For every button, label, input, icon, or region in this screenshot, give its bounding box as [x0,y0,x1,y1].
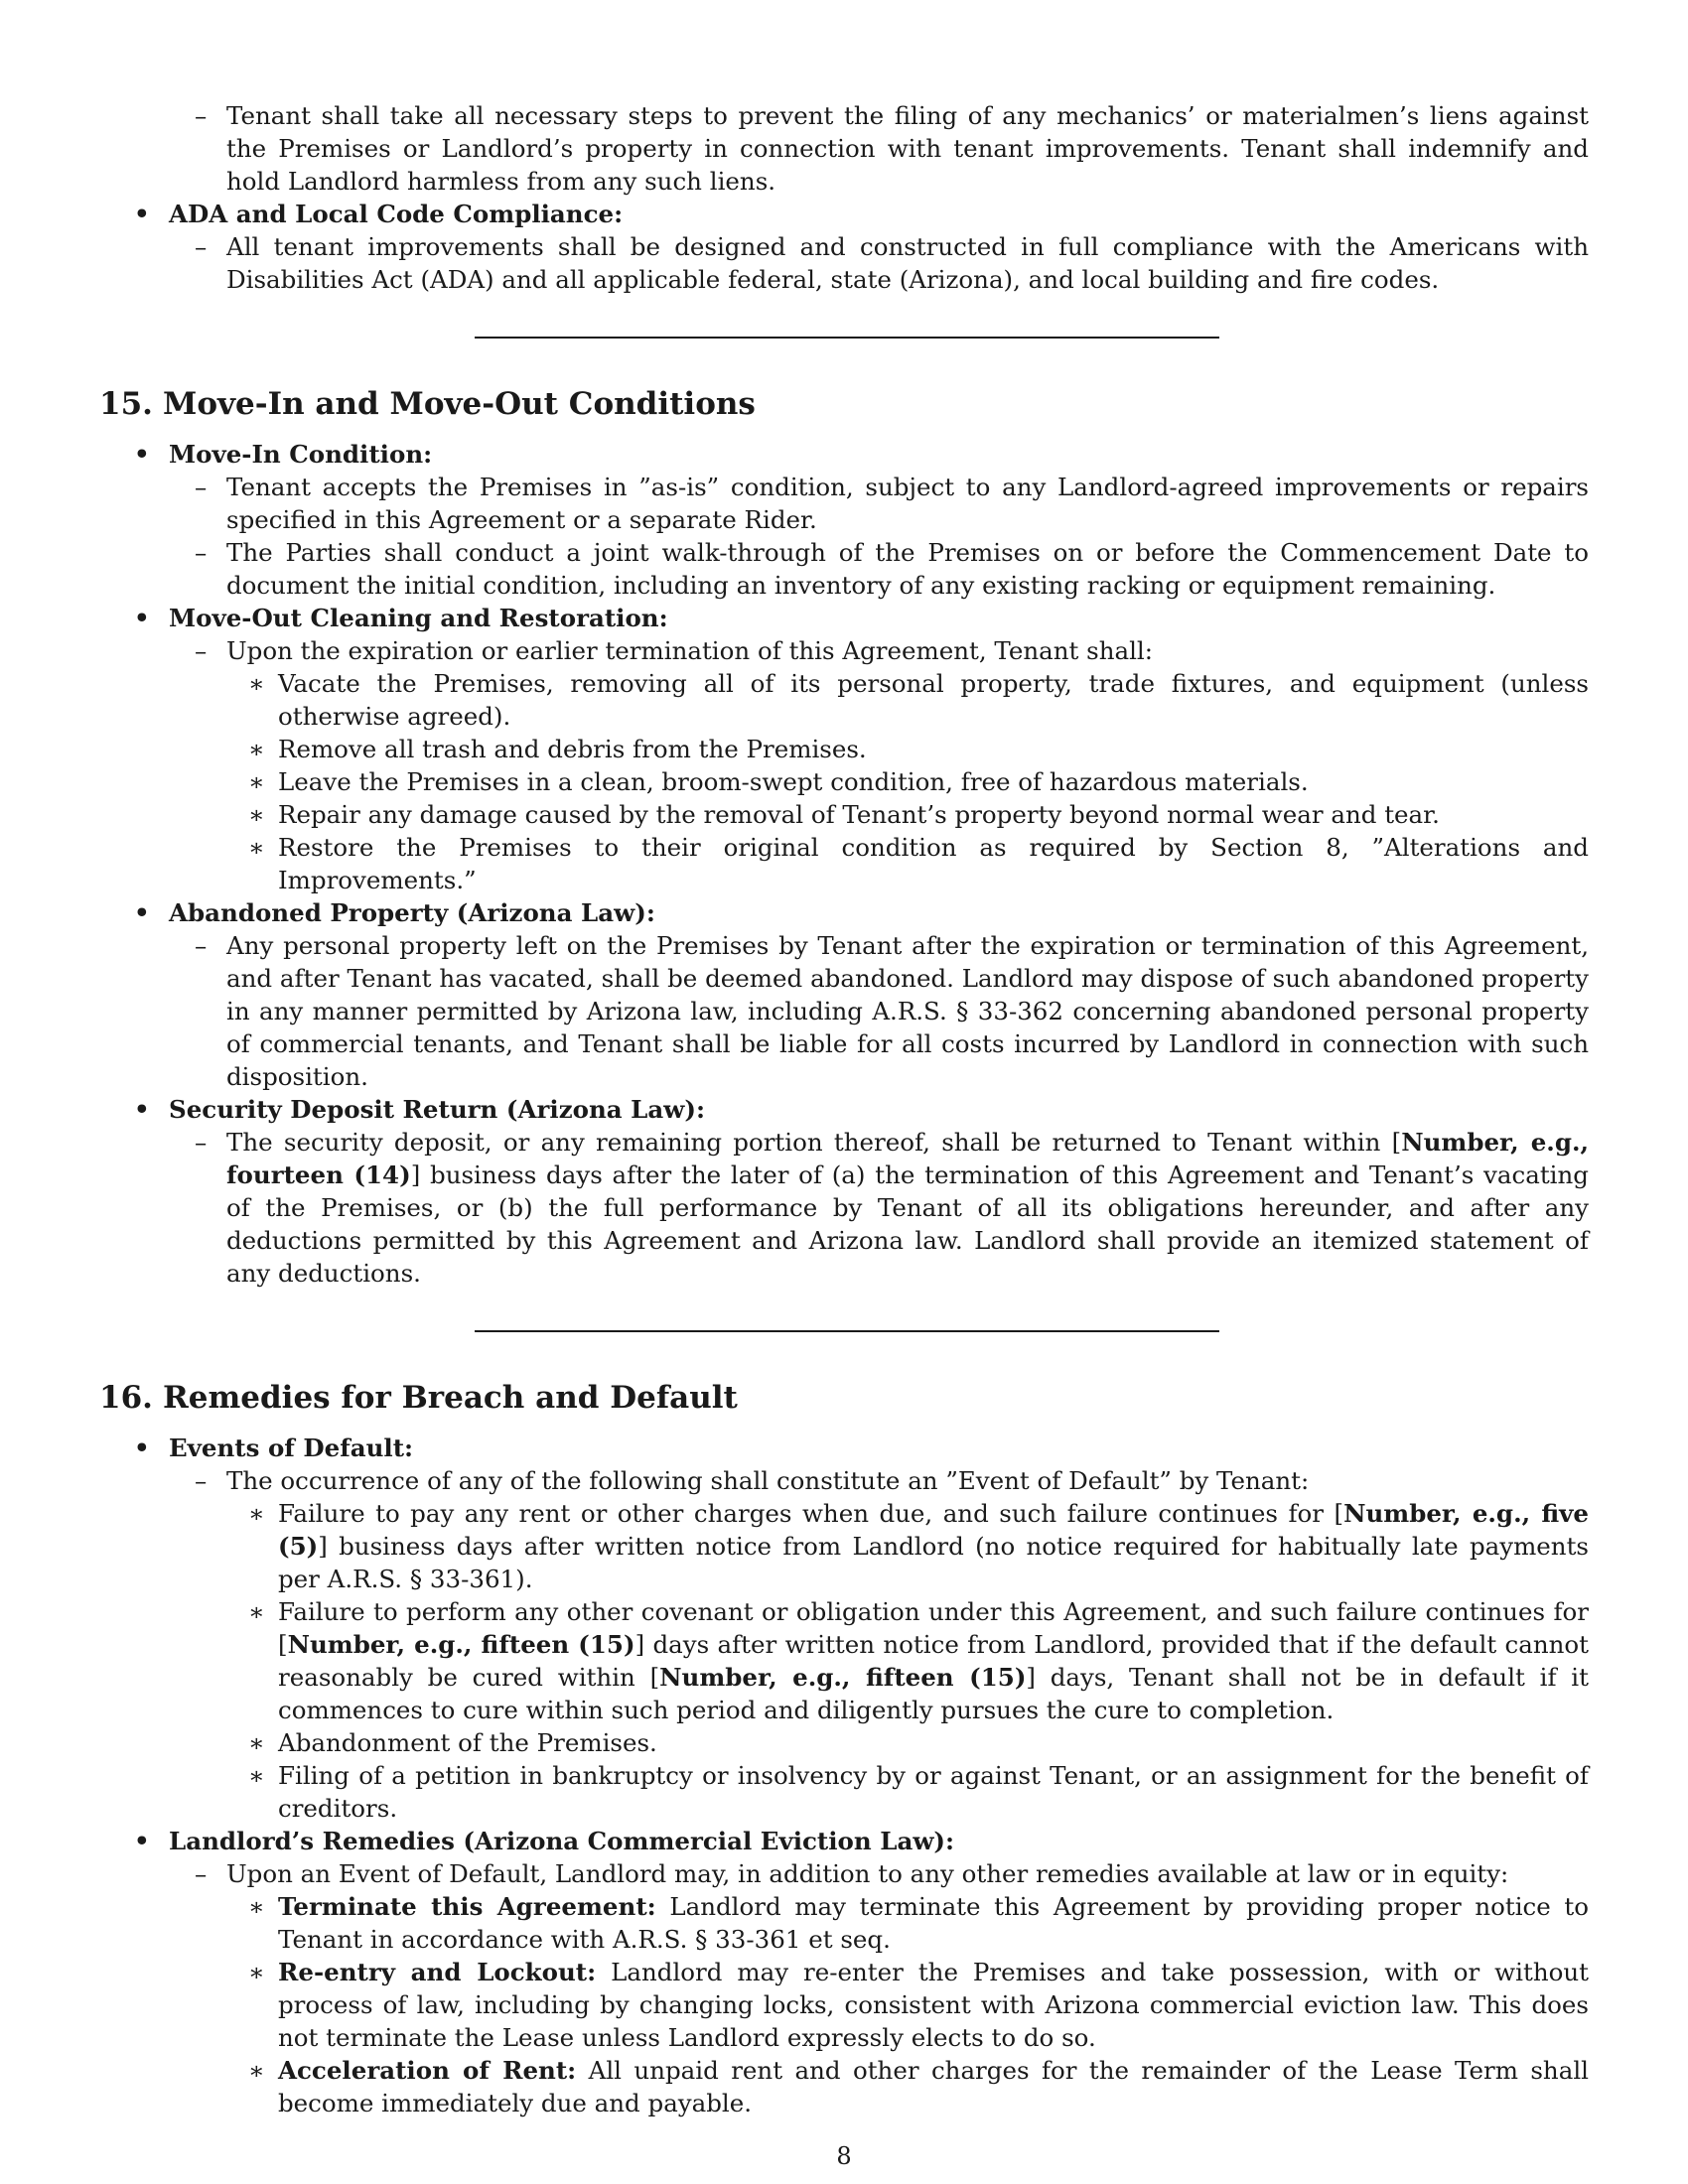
dash-bullet: – [195,1466,208,1495]
event-placeholder: Number, e.g., five (5) [278,1499,1589,1561]
event-text: ] days, Tenant shall not be in default if it commences to cure within such period and diligently pursues the cure to completion. [278,1663,1589,1724]
move-out-item: Restore the Premises to their original condition as required by Section 8, ”Alterations and Improvements.” [278,833,1589,894]
event-placeholder: Number, e.g., fifteen (15) [287,1630,635,1659]
remedy-text: All unpaid rent and other charges for the remainder of the Lease Term shall become immediately due and payable. [278,2056,1589,2117]
move-in-text-2: The Parties shall conduct a joint walk-through of the Premises on or before the Commencement Date to document the initial condition, including an inventory of any existing racking or equipment remaining. [226,538,1589,600]
dash-bullet: – [195,473,208,501]
remedies-heading: Landlord’s Remedies (Arizona Commercial Eviction Law): [169,1827,955,1855]
list-item [99,1857,1589,1890]
event-text: Abandonment of the Premises. [278,1728,657,1757]
dot-bullet: • [134,604,150,632]
asterisk-bullet: ∗ [248,1728,265,1757]
asterisk-bullet: ∗ [248,800,265,829]
deposit-text: The security deposit, or any remaining portion thereof, shall be returned to Tenant within [ [226,1128,1402,1157]
list-item [99,2054,1589,2119]
remedy-text: Landlord may terminate this Agreement by providing proper notice to Tenant in accordance with A.R.S. § 33-361 et seq. [278,1892,1589,1954]
section-number: 16. [99,1380,153,1416]
ada-text: All tenant improvements shall be designed and constructed in full compliance with the Americans with Disabilities Act (ADA) and all applicable federal, state (Arizona), and local building and fire codes. [226,232,1589,294]
list-item [99,99,1589,198]
page-content [99,99,1589,2119]
events-heading: Events of Default: [169,1433,414,1462]
event-text: ] business days after written notice from Landlord (no notice required for habitually late payments per A.R.S. § 33-361). [278,1532,1589,1593]
abandoned-text: Any personal property left on the Premises by Tenant after the expiration or termination of this Agreement, and after Tenant has vacated, shall be deemed abandoned. Landlord may dispose of such abandoned property in any manner permitted by Arizona law, including A.R.S. § 33-362 concerning abandoned personal property of commercial tenants, and Tenant shall be liable for all costs incurred by Landlord in connection with such disposition. [226,931,1589,1091]
events-intro: The occurrence of any of the following shall constitute an ”Event of Default” by Tenant: [226,1466,1310,1495]
asterisk-bullet: ∗ [248,833,265,862]
move-out-item: Vacate the Premises, removing all of its personal property, trade fixtures, and equipment (unless otherwise agreed). [278,669,1589,731]
section-number: 15. [99,386,153,422]
deposit-placeholder: Number, e.g., fourteen (14) [226,1128,1590,1189]
event-text: Filing of a petition in bankruptcy or insolvency by or against Tenant, or an assignment for the benefit of creditors. [278,1761,1589,1823]
list-item [99,1890,1589,1956]
deposit-heading: Security Deposit Return (Arizona Law): [169,1095,706,1124]
remedy-heading: Terminate this Agreement: [278,1892,656,1921]
dash-bullet: – [195,101,208,130]
section-heading-15 [99,384,1589,424]
list-item [99,1093,1589,1126]
asterisk-bullet: ∗ [248,2056,265,2085]
liens-text: Tenant shall take all necessary steps to prevent the filing of any mechanics’ or materialmen’s liens against the Premises or Landlord’s property in connection with tenant improvements. Tenant shall indemnify and hold Landlord harmless from any such liens. [226,101,1589,196]
section-divider [475,337,1219,339]
list-item [99,1726,1589,1759]
dash-bullet: – [195,636,208,665]
dash-bullet: – [195,1859,208,1888]
event-placeholder: Number, e.g., fifteen (15) [659,1663,1027,1692]
list-item [99,896,1589,929]
move-out-item: Remove all trash and debris from the Premises. [278,735,867,763]
dash-bullet: – [195,1128,208,1157]
page-number: 8 [836,2142,852,2170]
list-item [99,929,1589,1093]
abandoned-heading: Abandoned Property (Arizona Law): [169,898,655,927]
event-text: Failure to perform any other covenant or obligation under this Agreement, and such failure continues for [ [278,1597,1589,1659]
dash-bullet: – [195,538,208,567]
list-item [99,1432,1589,1464]
section-title: Remedies for Breach and Default [163,1380,738,1416]
dot-bullet: • [134,898,150,927]
list-item [99,733,1589,765]
remedy-heading: Acceleration of Rent: [278,2056,577,2085]
list-item [99,471,1589,536]
list-item [99,536,1589,602]
section-divider [475,1330,1219,1332]
list-item [99,1759,1589,1825]
move-out-heading: Move-Out Cleaning and Restoration: [169,604,668,632]
remedy-text: Landlord may re-enter the Premises and take possession, with or without process of law, including by changing locks, consistent with Arizona commercial eviction law. This does not terminate the Lease unless Landlord expressly elects to do so. [278,1958,1589,2052]
move-in-text-1: Tenant accepts the Premises in ”as-is” condition, subject to any Landlord-agreed improvements or repairs specified in this Agreement or a separate Rider. [226,473,1589,534]
list-item [99,1595,1589,1726]
list-item [99,1126,1589,1290]
asterisk-bullet: ∗ [248,735,265,763]
move-out-item: Leave the Premises in a clean, broom-swept condition, free of hazardous materials. [278,767,1309,796]
ada-heading: ADA and Local Code Compliance: [169,200,624,228]
remedy-heading: Re-entry and Lockout: [278,1958,597,1986]
list-item [99,602,1589,634]
dash-bullet: – [195,931,208,960]
list-item [99,438,1589,471]
dash-bullet: – [195,232,208,261]
list-item [99,230,1589,296]
dot-bullet: • [134,1433,150,1462]
list-item [99,1464,1589,1497]
move-in-heading: Move-In Condition: [169,440,433,469]
dot-bullet: • [134,440,150,469]
event-text: Failure to pay any rent or other charges when due, and such failure continues for [ [278,1499,1344,1528]
asterisk-bullet: ∗ [248,1597,265,1626]
dot-bullet: • [134,200,150,228]
section-heading-16 [99,1378,1589,1418]
list-item [99,1497,1589,1595]
list-item [99,798,1589,831]
remedies-intro: Upon an Event of Default, Landlord may, in addition to any other remedies available at law or in equity: [226,1859,1509,1888]
asterisk-bullet: ∗ [248,1958,265,1986]
asterisk-bullet: ∗ [248,1892,265,1921]
dot-bullet: • [134,1095,150,1124]
asterisk-bullet: ∗ [248,1499,265,1528]
list-item [99,667,1589,733]
list-item [99,831,1589,896]
list-item [99,634,1589,667]
list-item [99,1825,1589,1857]
asterisk-bullet: ∗ [248,669,265,698]
asterisk-bullet: ∗ [248,767,265,796]
dot-bullet: • [134,1827,150,1855]
event-text: ] days after written notice from Landlord, provided that if the default cannot reasonably be cured within [ [278,1630,1590,1692]
move-out-item: Repair any damage caused by the removal of Tenant’s property beyond normal wear and tear. [278,800,1440,829]
deposit-text: ] business days after the later of (a) the termination of this Agreement and Tenant’s vacating of the Premises, or (b) the full performance by Tenant of all its obligations hereunder, and after any deductions permitted by this Agreement and Arizona law. Landlord shall provide an itemized statement of any deductions. [226,1160,1589,1288]
move-out-intro: Upon the expiration or earlier termination of this Agreement, Tenant shall: [226,636,1154,665]
section-title: Move-In and Move-Out Conditions [163,386,756,422]
list-item [99,198,1589,230]
list-item [99,1956,1589,2054]
list-item [99,765,1589,798]
asterisk-bullet: ∗ [248,1761,265,1790]
